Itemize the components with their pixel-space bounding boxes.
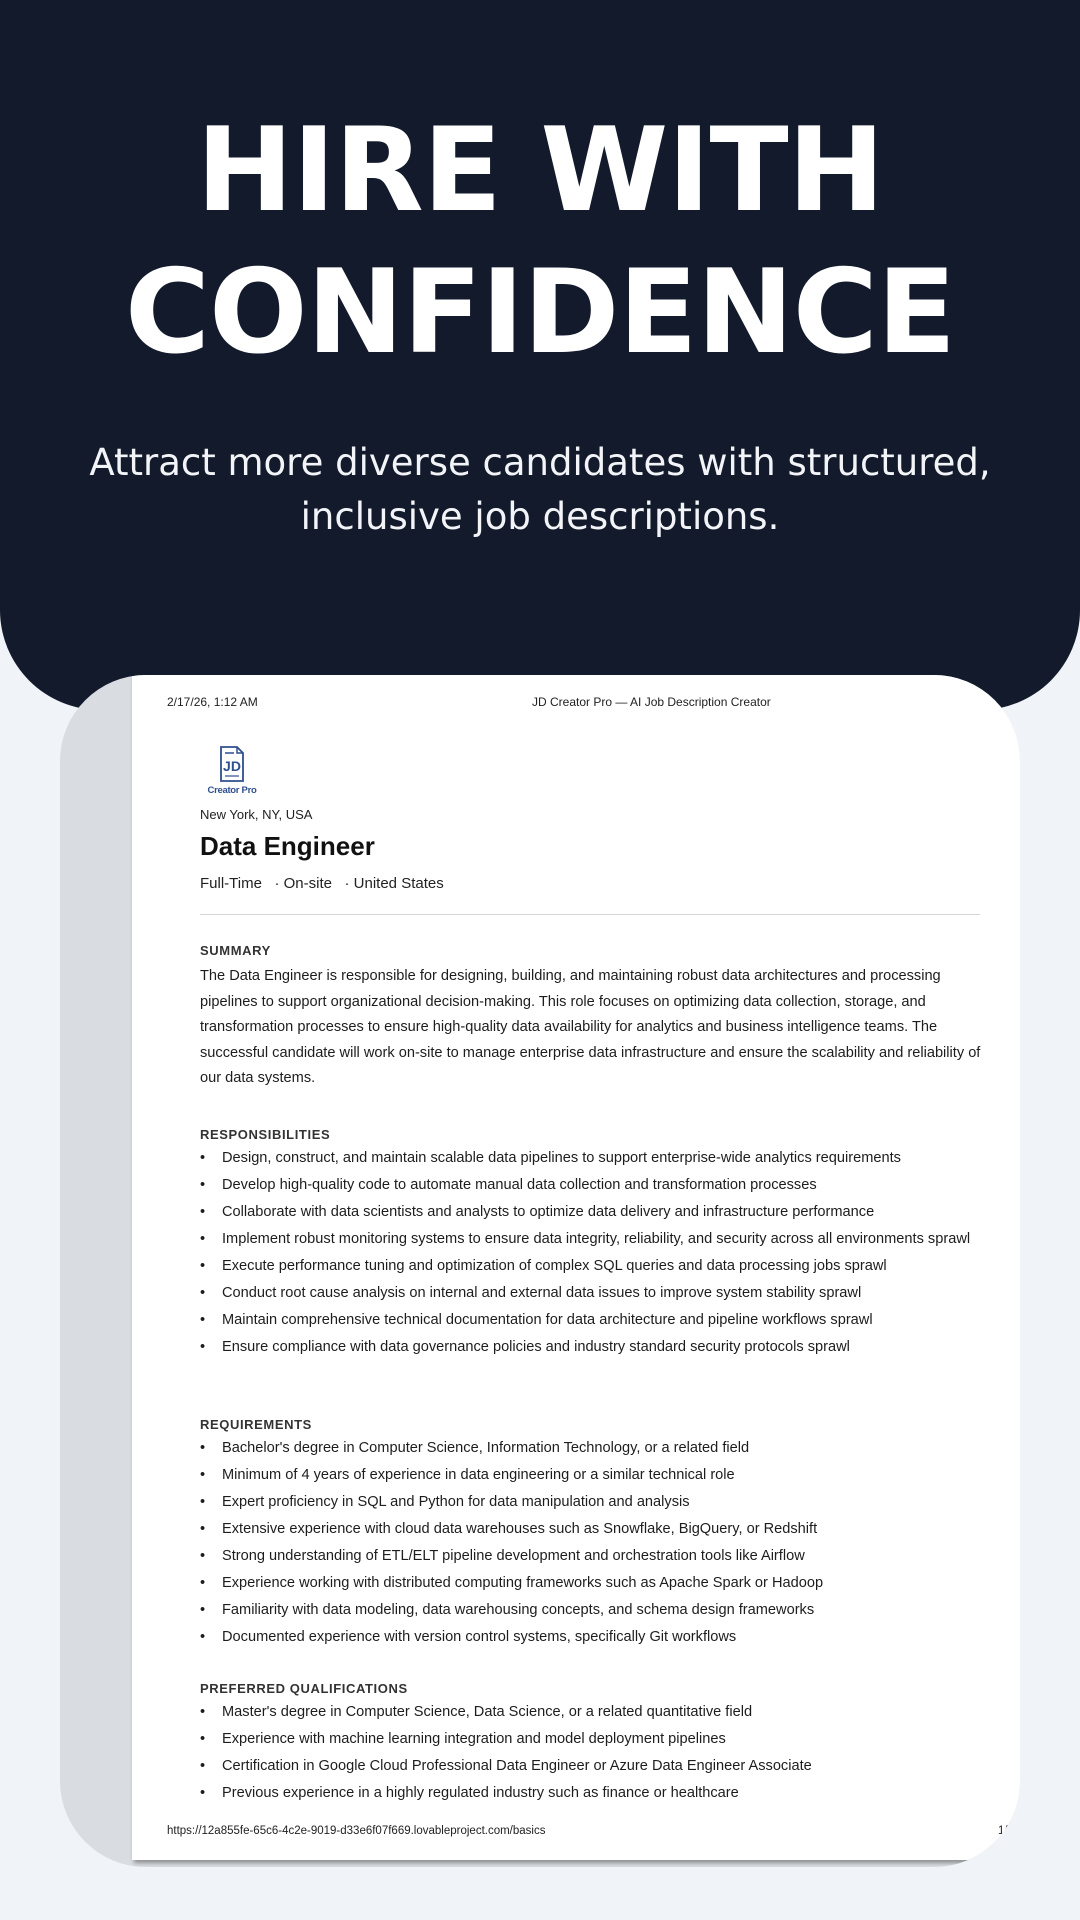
jd-creator-logo (204, 745, 260, 797)
list-item: • Documented experience with version control systems, specifically Git workflows (200, 1629, 737, 1645)
list-item: • Bachelor's degree in Computer Science, Information Technology, or a related field (200, 1440, 750, 1456)
print-app-title: JD Creator Pro — AI Job Description Creator (532, 695, 771, 709)
job-title: Data Engineer (200, 831, 375, 861)
preferred-qualifications-list (200, 1702, 990, 1804)
divider (200, 914, 980, 915)
section-heading: SUMMARY (200, 943, 271, 958)
list-item: • Implement robust monitoring systems to ensure data integrity, reliability, and security across all environments sprawl (200, 1231, 971, 1247)
hero-title-line-2: CONFIDENCE (124, 245, 956, 380)
list-item: • Develop high-quality code to automate manual data collection and transformation processes (200, 1177, 817, 1193)
preferred-qualifications-section (200, 1681, 990, 1810)
job-location: New York, NY, USA (200, 807, 313, 822)
print-page-number: 1/ (998, 1825, 1008, 1837)
requirements-section (200, 1417, 990, 1654)
summary-text: The Data Engineer is responsible for designing, building, and maintaining robust data architectures and processing pipelines to support organizational decision-making. This role focuses on optimizing data collection, storage, and transformation processes to ensure high-quality data availability for analytics and business intelligence teams. The successful candidate will work on-site to manage enterprise data infrastructure and ensure the scalability and reliability of our data systems. (200, 968, 981, 1086)
jd-document-icon (204, 745, 260, 785)
hero-title (0, 100, 1080, 384)
hero-subtitle-line-1: Attract more diverse candidates with structured, (89, 441, 991, 484)
svg-text:JD: JD (223, 758, 241, 774)
section-heading: RESPONSIBILITIES (200, 1127, 331, 1142)
list-item: • Minimum of 4 years of experience in data engineering or a similar technical role (200, 1467, 735, 1483)
responsibilities-list (200, 1148, 990, 1358)
list-item: • Extensive experience with cloud data warehouses such as Snowflake, BigQuery, or Redshift (200, 1521, 818, 1537)
list-item: • Collaborate with data scientists and analysts to optimize data delivery and infrastructure performance (200, 1204, 875, 1220)
responsibilities-section (200, 1127, 990, 1364)
requirements-list (200, 1438, 990, 1648)
list-item: • Maintain comprehensive technical documentation for data architecture and pipeline workflows sprawl (200, 1312, 873, 1328)
meta-employment-type: Full-Time (200, 875, 262, 892)
list-item: • Execute performance tuning and optimization of complex SQL queries and data processing jobs sprawl (200, 1258, 887, 1274)
list-item: • Experience working with distributed computing frameworks such as Apache Spark or Hadoop (200, 1575, 824, 1591)
hero-subtitle-line-2: inclusive job descriptions. (300, 495, 780, 538)
list-item: • Conduct root cause analysis on internal and external data issues to improve system stability sprawl (200, 1285, 862, 1301)
list-item: • Familiarity with data modeling, data warehousing concepts, and schema design frameworks (200, 1602, 815, 1618)
print-footer-url: https://12a855fe-65c6-4c2e-9019-d33e6f07f669.lovableproject.com/basics (167, 1825, 546, 1837)
meta-work-mode: · On-site (274, 875, 332, 892)
hero-banner (0, 0, 1080, 710)
list-item: • Master's degree in Computer Science, Data Science, or a related quantitative field (200, 1704, 753, 1720)
job-description-document (132, 675, 1020, 1860)
logo-text: Creator Pro (207, 785, 257, 796)
document-preview-card (60, 675, 1020, 1867)
print-date: 2/17/26, 1:12 AM (167, 695, 258, 709)
list-item: • Certification in Google Cloud Professional Data Engineer or Azure Data Engineer Associate (200, 1758, 812, 1774)
section-heading: PREFERRED QUALIFICATIONS (200, 1681, 408, 1696)
hero-title-line-1: HIRE WITH (196, 103, 884, 238)
section-heading: REQUIREMENTS (200, 1417, 312, 1432)
list-item: • Strong understanding of ETL/ELT pipeline development and orchestration tools like Airflow (200, 1548, 805, 1564)
meta-country: · United States (344, 875, 444, 892)
list-item: • Expert proficiency in SQL and Python for data manipulation and analysis (200, 1494, 690, 1510)
summary-section (200, 943, 990, 1092)
hero-subtitle (60, 436, 1020, 544)
list-item: • Experience with machine learning integration and model deployment pipelines (200, 1731, 726, 1747)
list-item: • Previous experience in a highly regulated industry such as finance or healthcare (200, 1785, 739, 1801)
job-meta (200, 875, 444, 892)
list-item: • Design, construct, and maintain scalable data pipelines to support enterprise-wide analytics requirements (200, 1150, 901, 1166)
list-item: • Ensure compliance with data governance policies and industry standard security protocols sprawl (200, 1339, 850, 1355)
